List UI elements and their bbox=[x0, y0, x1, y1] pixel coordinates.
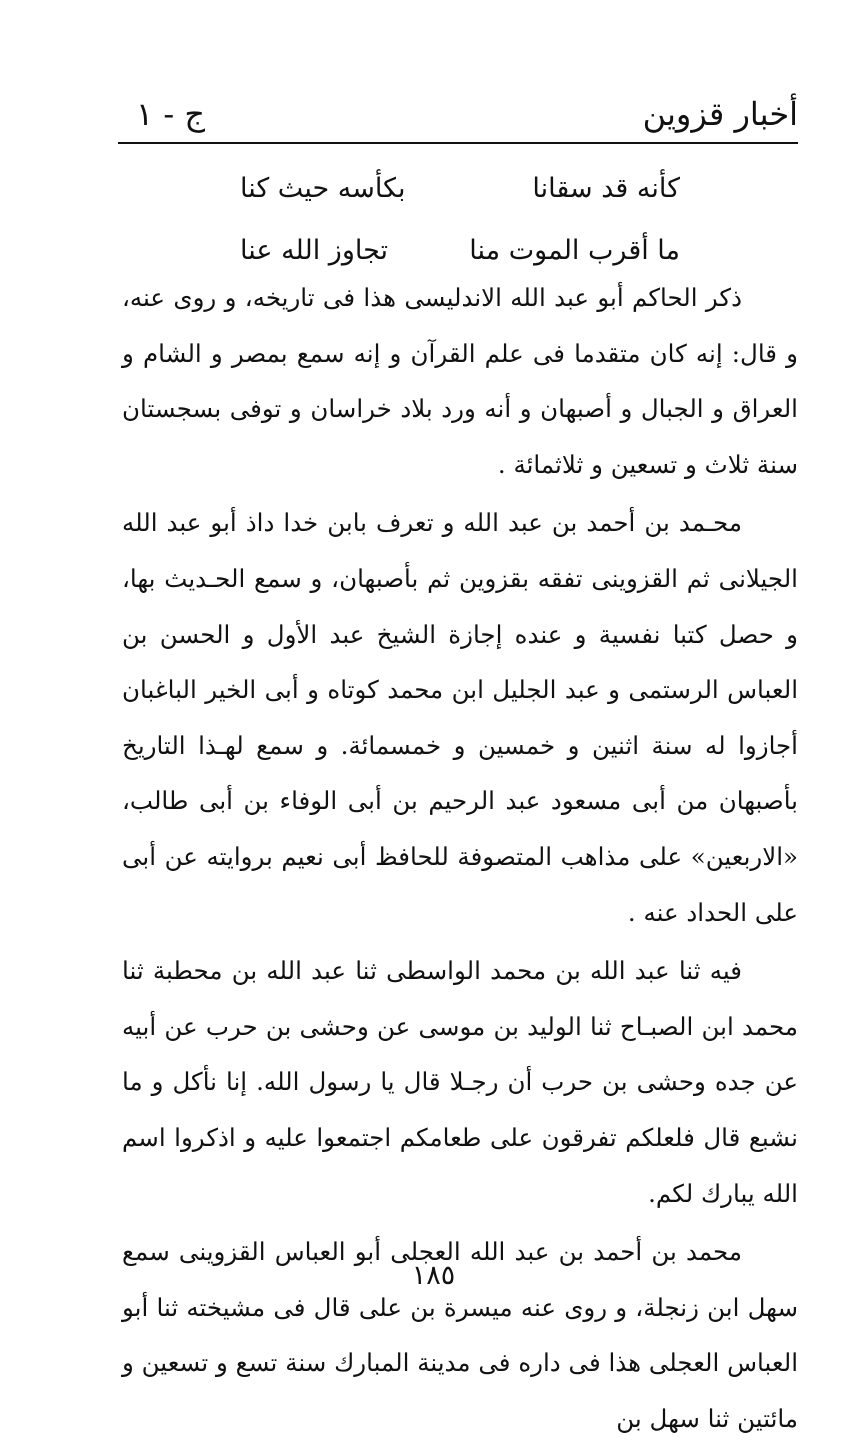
poem-verse bbox=[240, 158, 680, 220]
paragraph: محـمد بن أحمد بن عبد الله و تعرف بابن خدا داذ أبو عبد الله الجيلانى ثم القزوينى تفقه بقزوين ثم بأصبهان، و سمع الحـديث بها، و حصل كتبا نفسية و عنده إجازة الشيخ عبد الأول و الحسن بن العباس الرستمى و عبد الجليل ابن محمد كوتاه و أبى الخير الباغبان أجازوا له سنة اثنين و خمسين و خمسمائة. و سمع لهـذا التاريخ بأصبهان من أبى مسعود عبد الرحيم بن أبى الوفاء بن أبى طالب، «الاربعين» على مذاهب المتصوفة للحافظ أبى نعيم بروايته عن أبى على الحداد عنه . bbox=[122, 508, 798, 927]
running-header bbox=[118, 92, 798, 142]
book-title: أخبار قزوين bbox=[642, 95, 798, 133]
header-divider bbox=[118, 142, 798, 144]
verse-second-hemistich: بكأسه حيث كنا bbox=[240, 173, 406, 204]
page-number: ١٨٥ bbox=[411, 1260, 456, 1291]
verse-first-hemistich: ما أقرب الموت منا bbox=[469, 235, 680, 266]
verse-second-hemistich: تجاوز الله عنا bbox=[240, 235, 389, 266]
verse-first-hemistich: كأنه قد سقانا bbox=[532, 173, 680, 204]
paragraph: ذكر الحاكم أبو عبد الله الاندليسى هذا فى تاريخه، و روى عنه، و قال: إنه كان متقدما فى علم القرآن و إنه سمع بمصر و الشام و العراق و الجبال و أصبهان و أنه ورد بلاد خراسان و توفى بسجستان سنة ثلاث و تسعين و ثلاثمائة . bbox=[122, 283, 798, 479]
paragraph: محمد بن أحمد بن عبد الله العجلى أبو العباس القزوينى سمع سهل ابن زنجلة، و روى عنه ميسرة بن على قال فى مشيخته ثنا أبو العباس العجلى هذا فى داره فى مدينة المبارك سنة تسع و تسعين و مائتين ثنا سهل بن bbox=[122, 1237, 798, 1433]
paragraph: فيه ثنا عبد الله بن محمد الواسطى ثنا عبد الله بن محطبة ثنا محمد ابن الصبـاح ثنا الوليد بن موسى عن وحشى بن حرب عن أبيه عن جده وحشى بن حرب أن رجـلا قال يا رسول الله. إنا نأكل و ما نشبع قال فلعلكم تفرقون على طعامكم اجتمعوا عليه و اذكروا اسم الله يبارك لكم. bbox=[122, 956, 798, 1208]
poem bbox=[240, 158, 680, 282]
volume-number: ج - ١ bbox=[136, 95, 205, 133]
